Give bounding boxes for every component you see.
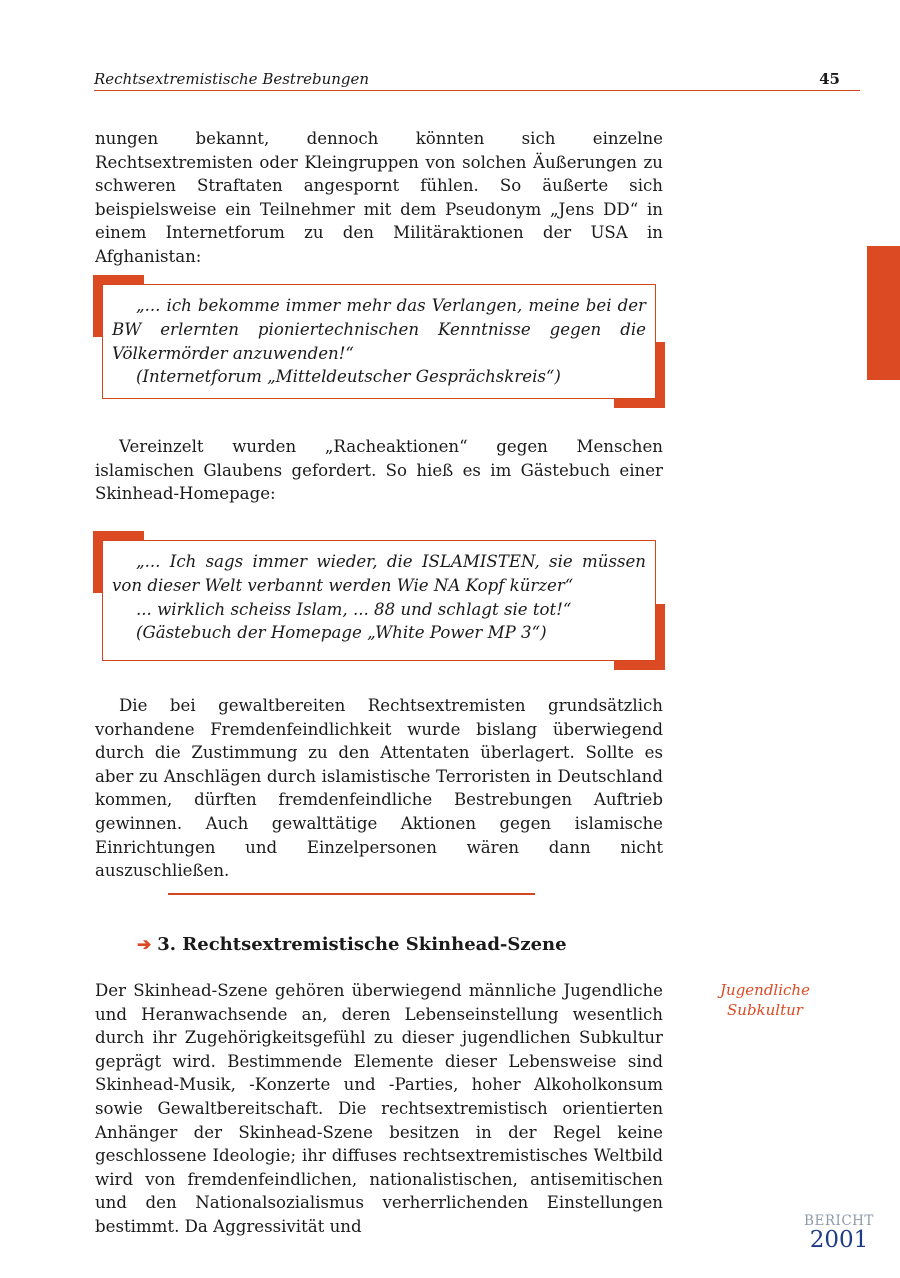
arrow-right-icon: ➔ [137,934,152,955]
logo-year: 2001 [809,1227,869,1253]
quote-frame [102,540,656,661]
quote-source: (Gästebuch der Homepage „White Power MP 3“) [136,623,547,643]
logo-word: BERICHT [804,1213,874,1229]
quote-box-internetforum [93,275,665,408]
quote-text [112,294,646,389]
quote-frame [102,284,656,399]
quote-line: „... Ich sags immer wieder, die ISLAMISTEN, sie müssen von dieser Welt verbannt werden Wie NA Kopf kürzer“ [112,552,646,595]
section-heading [137,934,567,955]
margin-note-line: Subkultur [727,1001,803,1019]
running-title: Rechtsextremistische Bestrebungen [94,70,370,88]
running-header [94,70,860,91]
section-divider [168,893,535,895]
paragraph-skinhead-szene: Der Skinhead-Szene gehören überwiegend männliche Jugendliche und Heranwachsende an, deren Lebenseinstellung wesentlich durch ihr Zugehörigkeitsgefühl zu dieser jugendlichen Subkultur geprägt wird. Bestimmende Elemente dieser Lebensweise sind Skinhead-Musik, -Konzerte und -Parties, hoher Alkoholkonsum sowie Gewaltbereitschaft. Die rechtsextremistisch orientierten Anhänger der Skinhead-Szene besitzen in der Regel keine geschlossene Ideologie; ihr diffuses rechtsextremistisches Weltbild wird von fremdenfeindlichen, nationalistischen, antisemitischen und den Nationalsozialismus verherrlichenden Einstellungen bestimmt. Da Aggressivität und [95,981,663,1236]
quote-text [112,550,646,645]
page-number: 45 [819,70,840,88]
margin-note-line: Jugendliche [720,981,810,999]
margin-note [712,980,818,1020]
paragraph-racheaktionen: Vereinzelt wurden „Racheaktionen“ gegen Menschen islamischen Glaubens gefordert. So hieß es im Gästebuch einer Skinhead-Homepage: [95,437,663,504]
paragraph-intro: nungen bekannt, dennoch könnten sich einzelne Rechtsextremisten oder Kleingruppen von solchen Äußerungen zu schweren Straftaten angespornt fühlen. So äußerte sich beispielsweise ein Teilnehmer mit dem Pseudonym „Jens DD“ in einem Internetforum zu den Militäraktionen der USA in Afghanistan: [95,129,663,266]
quote-line: ... wirklich scheiss Islam, ... 88 und schlagt sie tot!“ [136,599,572,619]
quote-line: „... ich bekomme immer mehr das Verlangen, meine bei der BW erlernten pioniertechnischen Kenntnisse gegen die Völkermörder anzuwenden!“ [112,296,646,363]
chapter-tab-marker [867,246,900,380]
quote-source: (Internetforum „Mitteldeutscher Gesprächskreis“) [136,367,561,387]
report-logo [800,1214,878,1251]
quote-box-guestbook [93,531,665,670]
paragraph-fremdenfeindlichkeit: Die bei gewaltbereiten Rechtsextremisten grundsätzlich vorhandene Fremdenfeindlichkeit wurde bislang überwiegend durch die Zustimmung zu den Attentaten überlagert. Sollte es aber zu Anschlägen durch islamistische Terroristen in Deutschland kommen, dürften fremdenfeindliche Bestrebungen Auftrieb gewinnen. Auch gewalttätige Aktionen gegen islamische Einrichtungen und Einzelpersonen wären dann nicht auszuschließen. [95,696,663,881]
section-heading-text: 3. Rechtsextremistische Skinhead-Szene [157,934,567,955]
